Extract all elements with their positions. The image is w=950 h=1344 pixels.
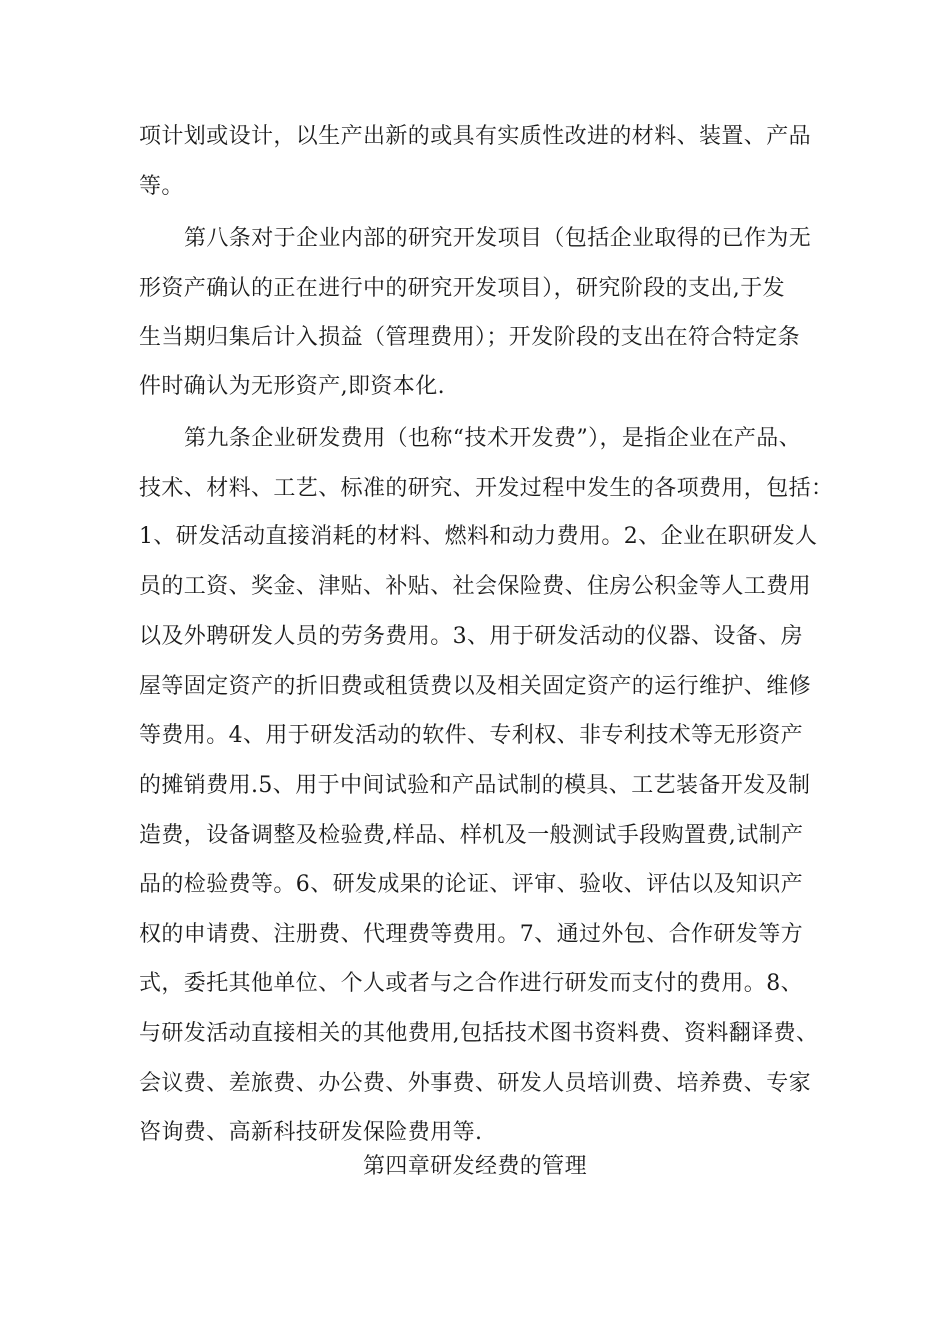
text-line: 屋等固定资产的折旧费或租赁费以及相关固定资产的运行维护、维修 — [139, 674, 812, 699]
text-line: 技术、材料、工艺、标准的研究、开发过程中发生的各项费用，包括： — [139, 476, 834, 501]
article-9-start: 第九条企业研发费用（也称“技术开发费”），是指企业在产品、 — [184, 426, 802, 451]
text-line: 以及外聘研发人员的劳务费用。3、用于研发活动的仪器、设备、房 — [139, 624, 803, 649]
text-line: 咨询费、高新科技研发保险费用等. — [139, 1120, 483, 1145]
text-line: 项计划或设计，以生产出新的或具有实质性改进的材料、装置、产品 — [139, 124, 812, 149]
article-8-start: 第八条对于企业内部的研究开发项目（包括企业取得的已作为无 — [184, 226, 812, 251]
chapter-heading: 第四章研发经费的管理 — [362, 1154, 587, 1179]
text-line: 1、研发活动直接消耗的材料、燃料和动力费用。2、企业在职研发人 — [139, 524, 818, 549]
text-line: 品的检验费等。6、研发成果的论证、评审、验收、评估以及知识产 — [139, 872, 803, 897]
text-line: 员的工资、奖金、津贴、补贴、社会保险费、住房公积金等人工费用 — [139, 574, 812, 599]
text-line: 式，委托其他单位、个人或者与之合作进行研发而支付的费用。8、 — [139, 971, 803, 996]
text-line: 会议费、差旅费、办公费、外事费、研发人员培训费、培养费、专家 — [139, 1071, 812, 1096]
text-line: 生当期归集后计入损益（管理费用）；开发阶段的支出在符合特定条 — [139, 325, 801, 350]
text-line: 等。 — [139, 174, 184, 199]
text-line: 等费用。4、用于研发活动的软件、专利权、非专利技术等无形资产 — [139, 723, 803, 748]
text-line: 权的申请费、注册费、代理费等费用。7、通过外包、合作研发等方 — [139, 922, 803, 947]
text-line: 的摊销费用.5、用于中间试验和产品试制的模具、工艺装备开发及制 — [139, 773, 811, 798]
text-line: 形资产确认的正在进行中的研究开发项目），研究阶段的支出,于发 — [139, 276, 785, 301]
text-line: 与研发活动直接相关的其他费用,包括技术图书资料费、资料翻译费、 — [139, 1021, 819, 1046]
text-line: 件时确认为无形资产,即资本化. — [139, 374, 445, 399]
text-line: 造费，设备调整及检验费,样品、样机及一般测试手段购置费,试制产 — [139, 823, 804, 848]
